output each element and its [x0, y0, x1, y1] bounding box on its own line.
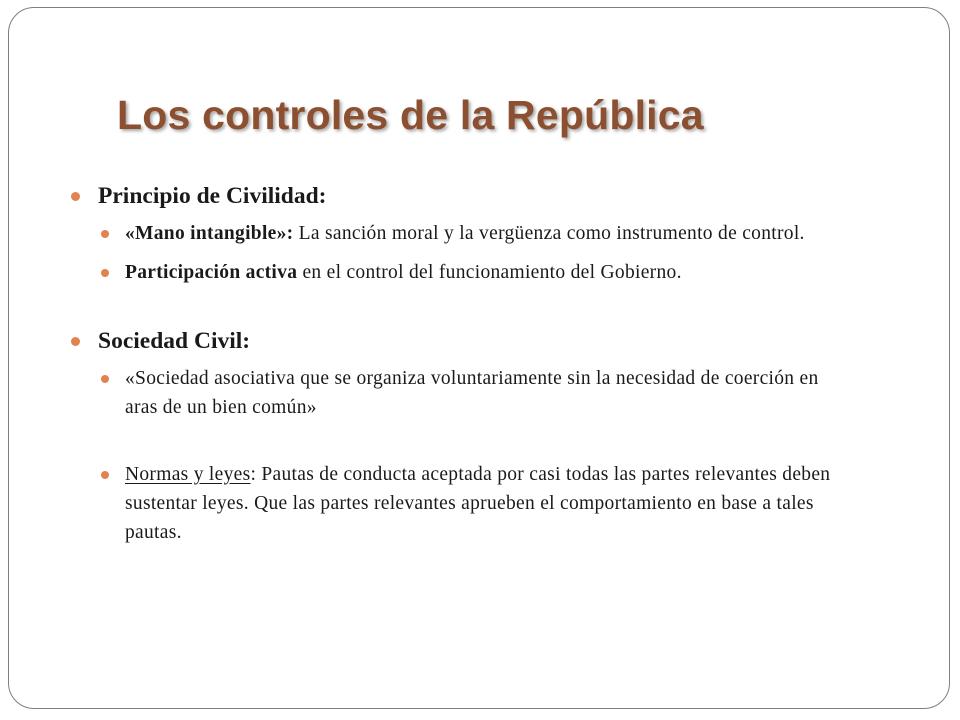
list-item-text: en el control del funcionamiento del Gobierno. [297, 262, 682, 283]
list-item-underline: Normas y leyes [125, 464, 251, 485]
slide-frame [8, 7, 950, 709]
section-heading-civilidad [71, 180, 831, 212]
list-item-text: La sanción moral y la vergüenza como instrumento de control. [293, 223, 805, 244]
list-item-normas-leyes [71, 460, 831, 547]
bullet-icon [101, 230, 109, 238]
slide-content [71, 180, 831, 547]
list-item-bold: Participación activa [125, 262, 298, 283]
list-item-participacion [71, 258, 831, 287]
list-item-bold: «Mano intangible»: [125, 223, 294, 244]
slide-title: Los controles de la República [117, 92, 704, 138]
section-heading-label: Principio de Civilidad: [98, 183, 327, 209]
section-heading-label: Sociedad Civil: [98, 328, 251, 354]
list-item-mano-intangible [71, 219, 831, 248]
bullet-icon [101, 471, 109, 479]
list-item-text: «Sociedad asociativa que se organiza voluntariamente sin la necesidad de coerción en aras de un bien común» [125, 368, 819, 418]
bullet-icon [101, 375, 109, 383]
section-heading-sociedad [71, 325, 831, 357]
bullet-icon [71, 192, 80, 201]
list-item-text: : Pautas de conducta aceptada por casi todas las partes relevantes deben sustentar leyes. Que las partes relevantes aprueben el comportamiento en base a tales pautas. [125, 464, 831, 543]
bullet-icon [101, 269, 109, 277]
list-item-sociedad-asociativa [71, 364, 831, 422]
bullet-icon [71, 337, 80, 346]
